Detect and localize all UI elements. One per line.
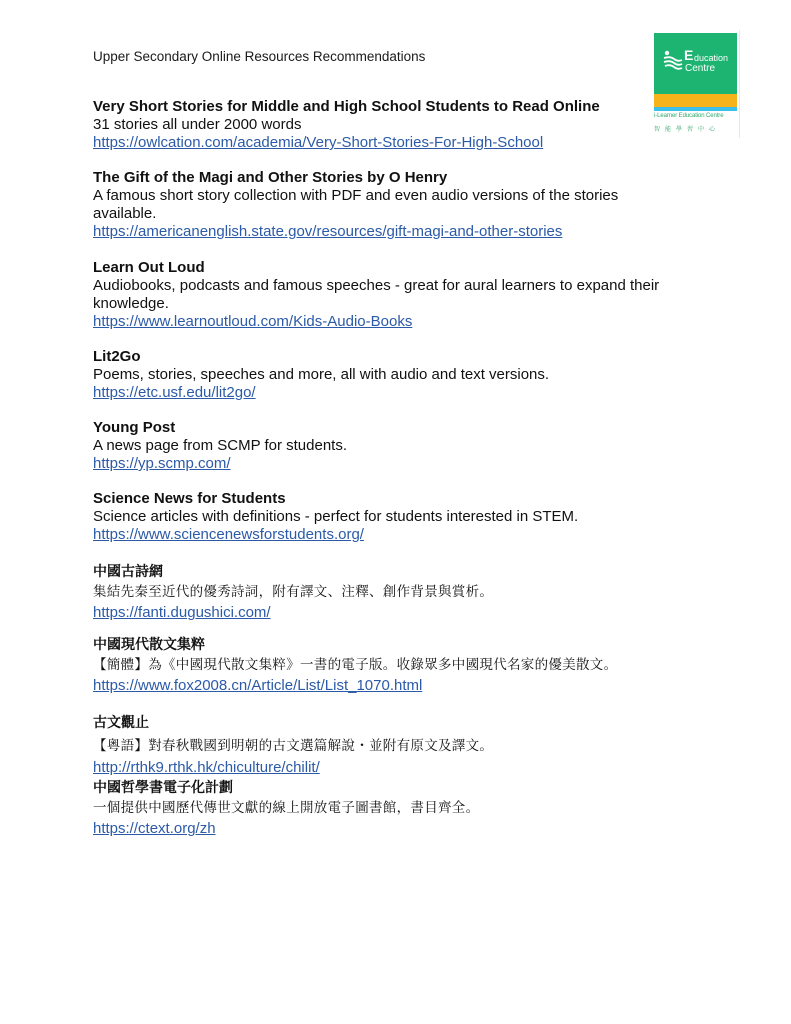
resource-item: [93, 712, 693, 777]
resource-description: Science articles with definitions - perfect for students interested in STEM.: [93, 508, 579, 525]
resource-description: 集結先秦至近代的優秀詩詞，附有譯文、注釋、創作背景與賞析。: [93, 584, 494, 600]
resource-title: Young Post: [93, 419, 176, 436]
resource-item: [93, 636, 693, 696]
resource-description: 【簡體】為《中國現代散文集粹》一書的電子版。收錄眾多中國現代名家的優美散文。: [93, 657, 618, 673]
resource-link[interactable]: https://fanti.dugushici.com/: [93, 604, 271, 621]
resource-title: 中國現代散文集粹: [93, 637, 205, 653]
resource-description: 一個提供中國歷代傳世文獻的線上開放電子圖書館，書目齊全。: [93, 800, 480, 816]
logo-word-ducation: ducation: [694, 53, 729, 63]
resource-link[interactable]: http://rthk9.rthk.hk/chiculture/chilit/: [93, 759, 320, 776]
resource-link[interactable]: https://www.fox2008.cn/Article/List/List_1070.html: [93, 677, 423, 694]
resource-item: [93, 779, 693, 839]
logo-word-centre: Centre: [685, 63, 716, 74]
resource-title: 中國哲學書電子化計劃: [93, 780, 233, 796]
resource-link[interactable]: https://www.sciencenewsforstudents.org/: [93, 526, 364, 543]
waves-icon: [662, 50, 684, 72]
logo-english-name: i-Learner Education Centre: [654, 113, 724, 119]
resource-link[interactable]: https://americanenglish.state.gov/resources/gift-magi-and-other-stories: [93, 223, 563, 240]
resource-link[interactable]: https://etc.usf.edu/lit2go/: [93, 384, 256, 401]
resource-description: 31 stories all under 2000 words: [93, 116, 302, 133]
resource-link[interactable]: https://yp.scmp.com/: [93, 455, 231, 472]
resource-description: A news page from SCMP for students.: [93, 437, 348, 454]
resource-title: Lit2Go: [93, 348, 141, 365]
resource-title: 古文觀止: [93, 715, 149, 731]
resource-title: 中國古詩網: [93, 564, 163, 580]
resource-item: [93, 98, 693, 152]
resource-description: A famous short story collection with PDF and even audio versions of the stories available.: [93, 187, 619, 222]
resource-link[interactable]: https://ctext.org/zh: [93, 820, 216, 837]
resource-title: Very Short Stories for Middle and High School Students to Read Online: [93, 98, 600, 115]
logo-letter-e: E: [684, 47, 694, 63]
resource-description: Audiobooks, podcasts and famous speeches - great for aural learners to expand their knowledge.: [93, 277, 660, 312]
resource-item: [93, 419, 693, 473]
document-title: Upper Secondary Online Resources Recommendations: [93, 49, 426, 64]
logo-border: [739, 30, 740, 138]
resource-link[interactable]: https://www.learnoutloud.com/Kids-Audio-Books: [93, 313, 413, 330]
resource-title: Science News for Students: [93, 490, 286, 507]
resource-item: [93, 259, 688, 331]
resource-link[interactable]: https://owlcation.com/academia/Very-Short-Stories-For-High-School: [93, 134, 544, 151]
resource-title: The Gift of the Magi and Other Stories by O Henry: [93, 169, 448, 186]
resource-item: [93, 563, 693, 623]
resource-title: Learn Out Loud: [93, 259, 205, 276]
resource-item: [93, 169, 653, 241]
resource-item: [93, 348, 693, 402]
logo-chinese-name: 智能學習中心: [654, 126, 721, 133]
resource-description: Poems, stories, speeches and more, all with audio and text versions.: [93, 366, 550, 383]
resource-description: 【粵語】對春秋戰國到明朝的古文選篇解說・並附有原文及譯文。: [93, 738, 494, 754]
logo-green-block: [654, 33, 737, 94]
resource-item: [93, 490, 693, 544]
